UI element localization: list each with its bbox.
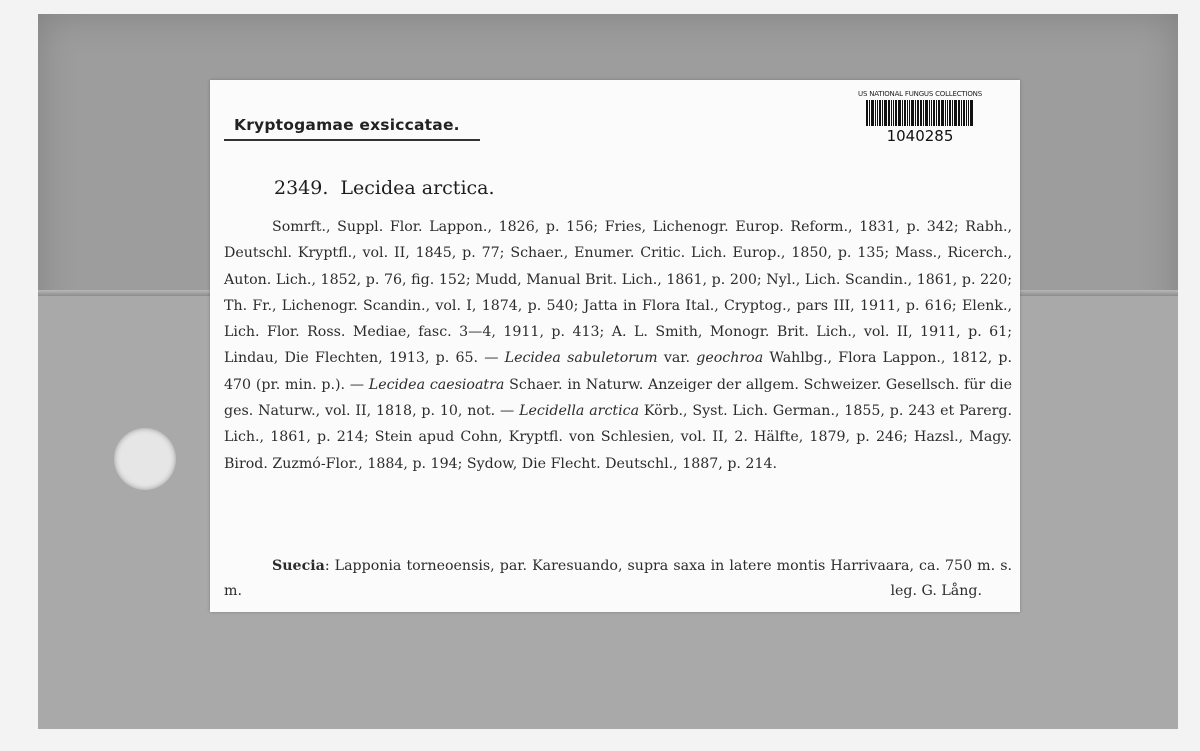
- barcode-bar: [970, 100, 973, 126]
- barcode-bar: [920, 100, 922, 126]
- barcode-bar: [884, 100, 887, 126]
- reference-text: var.: [657, 350, 697, 367]
- barcode-bar: [941, 100, 944, 126]
- locality-paragraph: [224, 554, 1012, 604]
- barcode-bar: [936, 100, 937, 126]
- barcode-bar: [929, 100, 930, 126]
- barcode-bars: [850, 100, 990, 126]
- reference-text: Körb., Syst. Lich. German., 1855, p. 243 et Parerg. Lich., 1861, p. 214; Stein apud Cohn, Kryptfl. von Schlesien, vol. II, 2. Hälfte, 1879, p. 246; Hazsl., Magy. Birod. Zuzmó-Flor., 1884, p. 194; Sydow, Die Flecht. Deutschl., 1887, p. 214.: [224, 403, 1013, 472]
- barcode-bar: [871, 100, 874, 126]
- reference-text: Schaer. in Naturw. Anzeiger der allgem. Schweizer. Gesellsch. für die ges. Naturw., vol. II, 1818, p. 10, not. —: [224, 376, 1012, 420]
- species-heading: [274, 177, 495, 199]
- barcode-bar: [907, 100, 908, 126]
- barcode-bar: [915, 100, 916, 126]
- barcode-bar: [947, 100, 948, 126]
- barcode-bar: [966, 100, 967, 126]
- species-number: 2349.: [274, 177, 329, 199]
- taxon-name: Lecidella arctica: [519, 403, 640, 420]
- barcode-bar: [877, 100, 878, 126]
- barcode-bar: [879, 100, 881, 126]
- barcode-bar: [902, 100, 903, 126]
- barcode-bar: [923, 100, 924, 126]
- barcode-bar: [958, 100, 960, 126]
- barcode-bar: [925, 100, 928, 126]
- barcode-bar: [888, 100, 890, 126]
- specimen-label: [210, 80, 1020, 612]
- barcode-sticker: [850, 90, 990, 154]
- barcode-bar: [917, 100, 919, 126]
- barcode-bar: [968, 100, 969, 126]
- reference-text: Somrft., Suppl. Flor. Lappon., 1826, p. 156; Fries, Lichenogr. Europ. Reform., 1831, p. 342; Rabh., Deutschl. Kryptfl., vol. II, 1845, p. 77; Schaer., Enumer. Critic. Lich. Europ., 1850, p. 135; Mass., Ricerch., Auton. Lich., 1852, p. 76, fig. 152; Mudd, Manual Brit. Lich., 1861, p. 200; Nyl., Lich. Scandin., 1861, p. 220; Th. Fr., Lichenogr. Scandin., vol. I, 1874, p. 540; Jatta in Flora Ital., Cryptog., pars III, 1911, p. 616; Elenk., Lich. Flor. Ross. Mediae, fasc. 3—4, 1911, p. 413; A. L. Smith, Monogr. Brit. Lich., vol. II, 1911, p. 61; Lindau, Die Flechten, 1913, p. 65. —: [224, 219, 1012, 367]
- series-title-underline: [224, 139, 480, 141]
- collector: leg. G. Lång.: [890, 583, 982, 599]
- barcode-caption: US NATIONAL FUNGUS COLLECTIONS: [858, 90, 982, 98]
- barcode-bar: [909, 100, 910, 126]
- barcode-bar: [893, 100, 894, 126]
- taxon-name: geochroa: [696, 350, 764, 367]
- reference-text: Wahlbg., Flora Lappon., 1812, p. 470 (pr. min. p.). —: [224, 350, 1012, 393]
- barcode-bar: [895, 100, 897, 126]
- barcode-bar: [866, 100, 868, 126]
- barcode-bar: [945, 100, 946, 126]
- barcode-bar: [911, 100, 914, 126]
- barcode-bar: [963, 100, 965, 126]
- barcode-bar: [954, 100, 957, 126]
- barcode-bar: [898, 100, 901, 126]
- barcode-bar: [961, 100, 962, 126]
- series-title: Kryptogamae exsiccatae.: [234, 116, 460, 134]
- references-paragraph: [224, 214, 1012, 477]
- barcode-bar: [869, 100, 870, 126]
- barcode-bar: [933, 100, 935, 126]
- taxon-name: Lecidea caesioatra: [368, 376, 505, 393]
- barcode-bar: [882, 100, 883, 126]
- barcode-bar: [904, 100, 906, 126]
- taxon-name: Lecidea sabuletorum: [504, 350, 658, 367]
- barcode-bar: [931, 100, 932, 126]
- barcode-bar: [938, 100, 940, 126]
- barcode-number: 1040285: [886, 127, 954, 145]
- barcode-bar: [875, 100, 876, 126]
- packet-punch-hole: [114, 428, 176, 490]
- barcode-bar: [891, 100, 892, 126]
- locality-country: Suecia: [272, 558, 325, 574]
- barcode-bar: [949, 100, 951, 126]
- barcode-bar: [952, 100, 953, 126]
- species-name: Lecidea arctica.: [340, 177, 495, 199]
- locality-text: : Lapponia torneoensis, par. Karesuando, supra saxa in latere montis Harrivaara, ca. 750 m. s. m.: [224, 558, 1012, 599]
